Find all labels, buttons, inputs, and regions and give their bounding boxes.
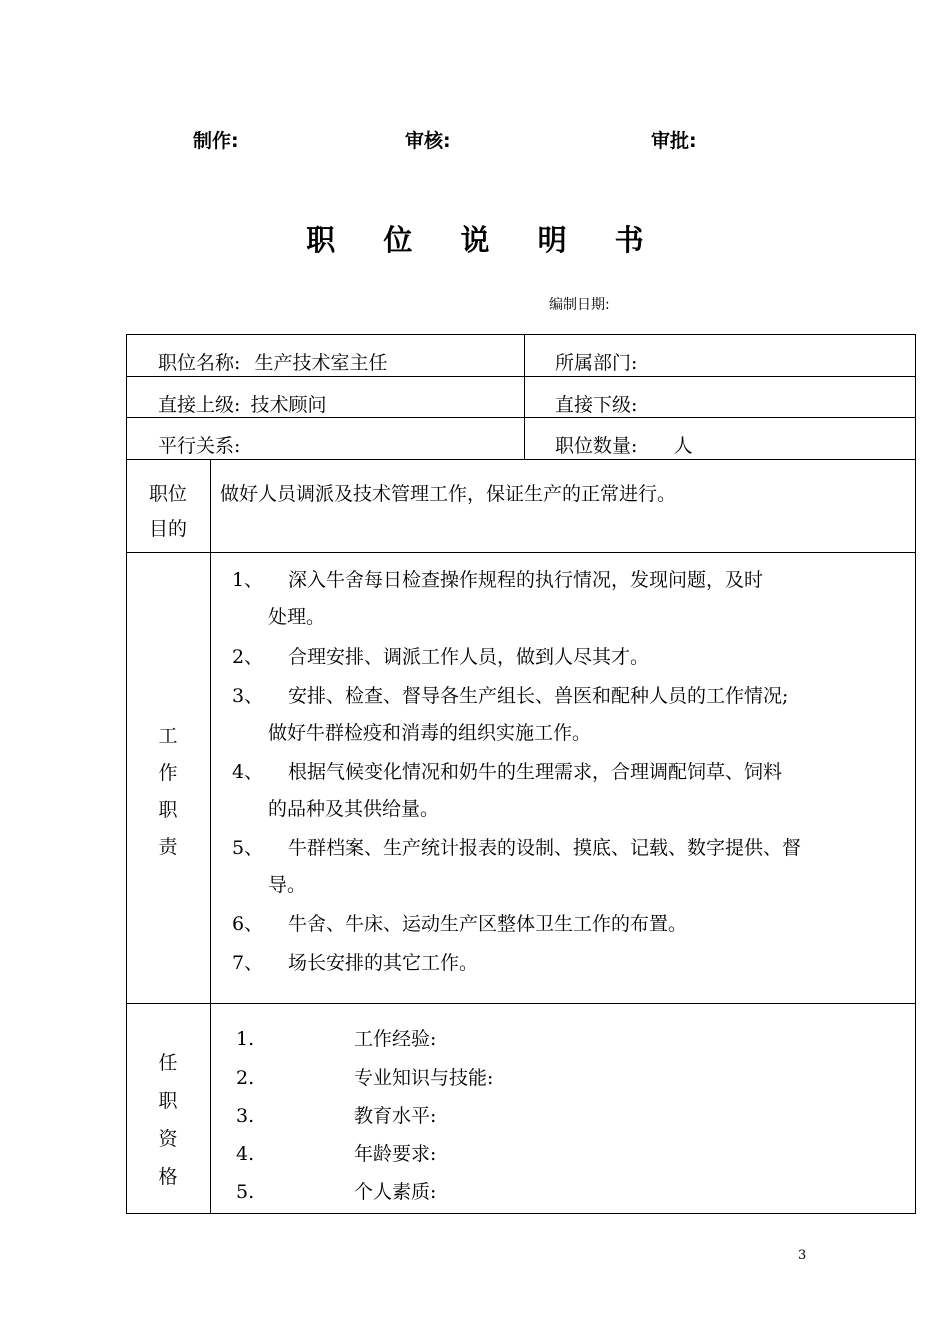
approved-by-label: 审批: bbox=[651, 130, 697, 152]
position-name-row bbox=[158, 351, 387, 375]
position-name-label: 职位名称: bbox=[158, 352, 241, 374]
duty-number: 3、 bbox=[232, 685, 264, 707]
duty-item-3 bbox=[232, 684, 788, 708]
parallel-label: 平行关系: bbox=[158, 435, 241, 457]
duty-item-4 bbox=[232, 760, 782, 784]
qualification-text: 个人素质: bbox=[354, 1181, 437, 1203]
qualification-label-char: 任 bbox=[158, 1052, 178, 1074]
duty-number: 5、 bbox=[232, 837, 264, 859]
table-rule bbox=[126, 552, 916, 553]
purpose-label-line: 职位 bbox=[148, 483, 187, 505]
made-by-label: 制作: bbox=[193, 130, 239, 152]
duty-number: 4、 bbox=[232, 761, 264, 783]
duty-continuation: 处理。 bbox=[268, 606, 326, 628]
duty-text: 牛群档案、生产统计报表的设制、摸底、记载、数字提供、督 bbox=[288, 837, 802, 859]
table-rule bbox=[524, 334, 525, 459]
table-rule bbox=[126, 459, 916, 460]
reviewed-by-label: 审核: bbox=[405, 130, 451, 152]
qualification-number: 3. bbox=[236, 1105, 255, 1127]
table-rule bbox=[126, 376, 916, 377]
qualification-label-char: 格 bbox=[158, 1166, 178, 1188]
qualification-item-1 bbox=[236, 1027, 436, 1051]
table-rule bbox=[126, 1003, 916, 1004]
subordinate-label: 直接下级: bbox=[555, 394, 638, 416]
duty-item-2 bbox=[232, 645, 649, 669]
duty-continuation: 导。 bbox=[268, 874, 307, 896]
duty-text: 深入牛舍每日检查操作规程的执行情况，发现问题，及时 bbox=[288, 569, 764, 591]
superior-value: 技术顾问 bbox=[250, 394, 327, 416]
qualification-item-4 bbox=[236, 1142, 436, 1166]
page-number: 3 bbox=[798, 1248, 807, 1263]
duty-number: 1、 bbox=[232, 569, 264, 591]
purpose-label bbox=[126, 482, 210, 541]
duty-continuation: 做好牛群检疫和消毒的组织实施工作。 bbox=[268, 722, 592, 744]
qualification-number: 5. bbox=[236, 1181, 255, 1203]
duty-continuation: 的品种及其供给量。 bbox=[268, 798, 440, 820]
headcount-unit: 人 bbox=[673, 435, 693, 457]
duty-label-char: 工 bbox=[158, 725, 178, 747]
superior-label: 直接上级: bbox=[158, 394, 241, 416]
compile-date-label: 编制日期: bbox=[549, 297, 610, 313]
position-name-value: 生产技术室主任 bbox=[254, 352, 388, 374]
headcount-row bbox=[555, 434, 692, 458]
duty-text: 牛舍、牛床、运动生产区整体卫生工作的布置。 bbox=[288, 913, 688, 935]
duty-label-char: 责 bbox=[158, 836, 178, 858]
duty-number: 2、 bbox=[232, 646, 264, 668]
duty-item-1 bbox=[232, 568, 763, 592]
duty-label bbox=[126, 718, 210, 866]
duty-number: 7、 bbox=[232, 952, 264, 974]
qualification-number: 4. bbox=[236, 1143, 255, 1165]
qualification-number: 2. bbox=[236, 1067, 255, 1089]
duty-item-6 bbox=[232, 912, 687, 936]
qualification-text: 工作经验: bbox=[354, 1028, 437, 1050]
duty-label-char: 职 bbox=[158, 799, 178, 821]
duty-text: 根据气候变化情况和奶牛的生理需求，合理调配饲草、饲料 bbox=[288, 761, 783, 783]
qualification-label-char: 职 bbox=[158, 1090, 178, 1112]
qualification-item-3 bbox=[236, 1104, 436, 1128]
duty-text: 合理安排、调派工作人员，做到人尽其才。 bbox=[288, 646, 650, 668]
purpose-label-line: 目的 bbox=[148, 518, 187, 540]
duty-label-char: 作 bbox=[158, 762, 178, 784]
qualification-text: 专业知识与技能: bbox=[354, 1067, 494, 1089]
qualification-text: 年龄要求: bbox=[354, 1143, 437, 1165]
qualification-label-char: 资 bbox=[158, 1128, 178, 1150]
qualification-item-5 bbox=[236, 1180, 436, 1204]
superior-row bbox=[158, 393, 326, 417]
duty-item-7 bbox=[232, 951, 478, 975]
table-rule bbox=[126, 417, 916, 418]
duty-text: 场长安排的其它工作。 bbox=[288, 952, 479, 974]
qualification-label bbox=[126, 1044, 210, 1196]
purpose-text: 做好人员调派及技术管理工作，保证生产的正常进行。 bbox=[220, 483, 677, 505]
headcount-label: 职位数量: bbox=[555, 435, 638, 457]
table-rule bbox=[210, 459, 211, 1214]
department-label: 所属部门: bbox=[555, 352, 638, 374]
qualification-item-2 bbox=[236, 1066, 493, 1090]
qualification-number: 1. bbox=[236, 1028, 255, 1050]
qualification-text: 教育水平: bbox=[354, 1105, 437, 1127]
duty-text: 安排、检查、督导各生产组长、兽医和配种人员的工作情况; bbox=[288, 685, 789, 707]
duty-number: 6、 bbox=[232, 913, 264, 935]
document-title: 职 位 说 明 书 bbox=[306, 223, 663, 257]
duty-item-5 bbox=[232, 836, 801, 860]
